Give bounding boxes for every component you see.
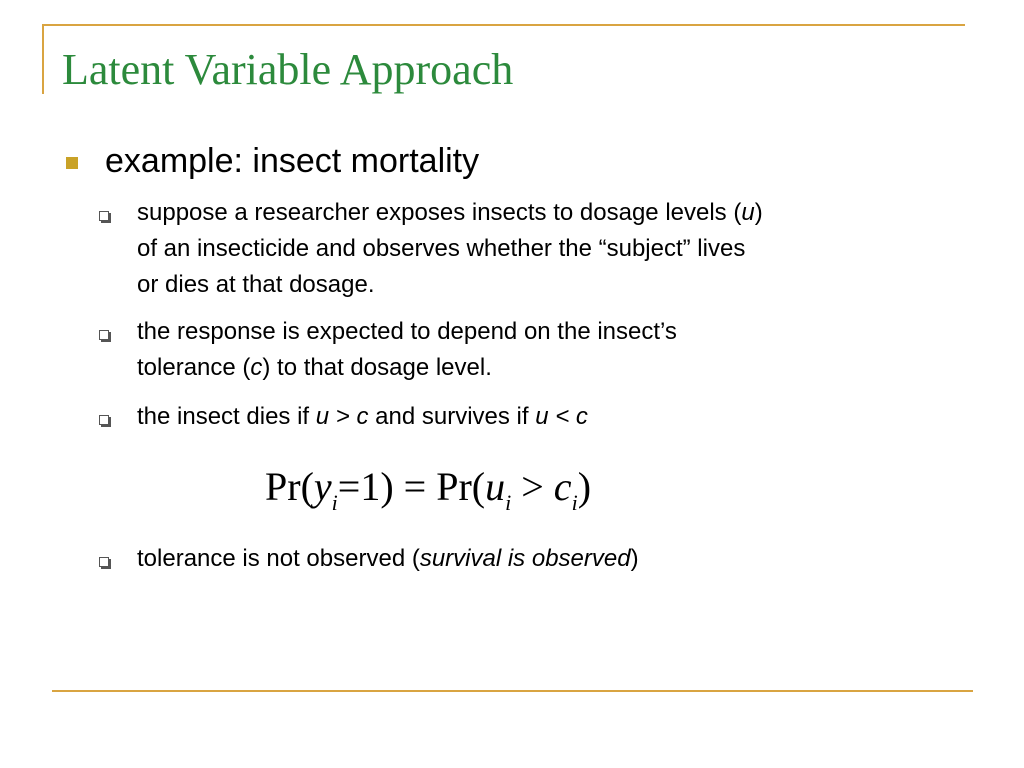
list-item [137, 541, 957, 577]
item-line [137, 350, 957, 386]
item-text: the insect dies if [137, 403, 316, 430]
formula-var-u: u [485, 464, 506, 509]
formula-part: =1) = Pr( [337, 464, 486, 509]
inequality-dies: u > c [315, 403, 369, 430]
bullet-level1: example: insect mortality [105, 142, 480, 180]
item-text: ) [630, 545, 639, 572]
formula-var-y: y [313, 464, 332, 509]
item-text: suppose a researcher exposes insects to dosage levels ( [137, 199, 742, 226]
hollow-square-bullet-icon [99, 211, 109, 221]
formula-var-c: c [553, 464, 572, 509]
item-line: of an insecticide and observes whether the “subject” lives [137, 235, 746, 262]
hollow-square-bullet-icon [99, 557, 109, 567]
item-text: tolerance is not observed ( [137, 545, 420, 572]
list-item [137, 314, 957, 386]
probability-formula [265, 462, 592, 515]
frame-left-rule [42, 24, 44, 94]
hollow-square-bullet-icon [99, 330, 109, 340]
formula-subscript: i [571, 490, 578, 515]
item-text: tolerance ( [137, 354, 251, 381]
formula-part: ) [577, 464, 592, 509]
inequality-survives: u < c [535, 403, 588, 430]
item-line: or dies at that dosage. [137, 271, 375, 298]
formula-subscript: i [331, 490, 338, 515]
frame-top-rule [42, 24, 965, 26]
formula-part: Pr( [265, 464, 314, 509]
item-text: ) to that dosage level. [262, 354, 492, 381]
list-item [137, 399, 957, 435]
item-text: and survives if [368, 403, 536, 430]
formula-part: > [511, 464, 554, 509]
formula-subscript: i [505, 490, 512, 515]
variable-c: c [250, 354, 263, 381]
item-line: the response is expected to depend on the insect’s [137, 318, 677, 345]
item-line [137, 195, 957, 231]
slide-title: Latent Variable Approach [62, 45, 514, 94]
item-text: ) [754, 199, 763, 226]
item-line [137, 399, 957, 435]
hollow-square-bullet-icon [99, 415, 109, 425]
item-emphasis: survival is observed [419, 545, 631, 572]
variable-u: u [741, 199, 755, 226]
item-line [137, 541, 957, 577]
square-bullet-icon [66, 157, 78, 169]
list-item [137, 195, 957, 303]
footer-rule [52, 690, 973, 692]
